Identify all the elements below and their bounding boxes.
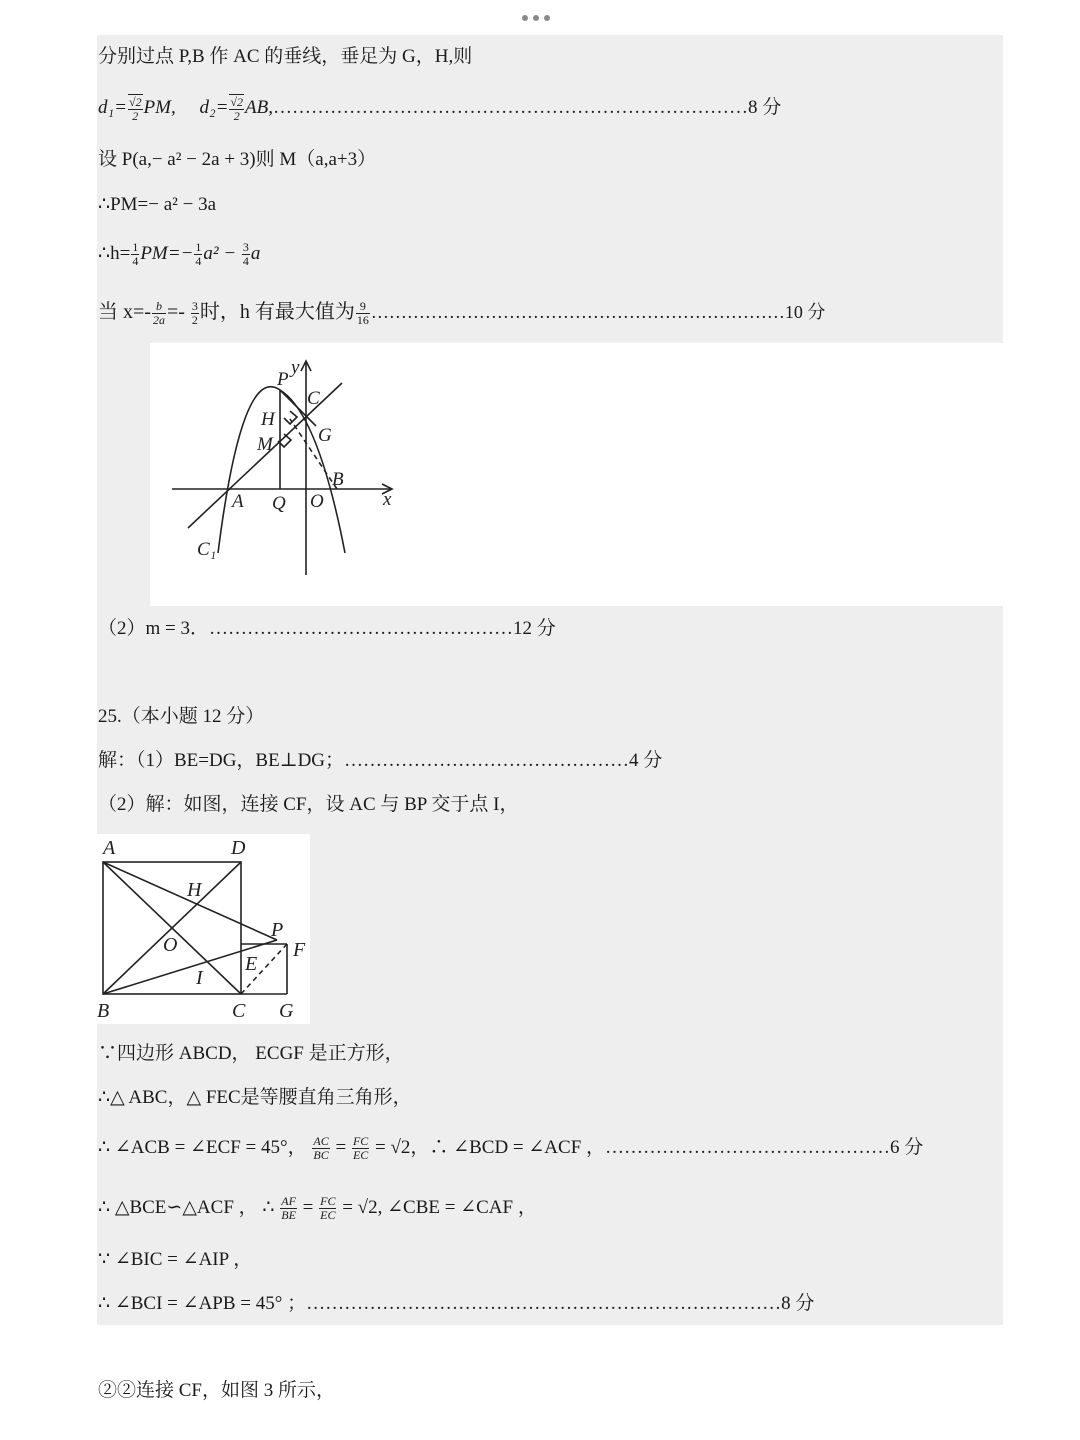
label-a: A <box>103 837 116 859</box>
footer-line: ②②连接 CF，如图 3 所示， <box>98 1380 335 1401</box>
square-figure <box>97 834 310 1024</box>
label-c1: C₁ <box>197 539 217 560</box>
q25-answer1: 解：（1）BE=DG，BE⊥DG；………………………………………4 分 <box>98 750 663 771</box>
proof-line-2: ∴△ ABC，△ FEC是等腰直角三角形， <box>98 1087 412 1108</box>
label-o: O <box>310 491 324 512</box>
line-part2: （2）m = 3．…………………………………………12 分 <box>98 618 556 639</box>
pm-label: PM, <box>143 97 176 118</box>
label-p: P <box>277 369 289 390</box>
label-h: H <box>261 409 275 430</box>
fraction: $\frac{√2}{2}$ <box>230 95 243 124</box>
line-ap <box>103 862 277 940</box>
label-d: D <box>231 837 246 859</box>
more-options-icon[interactable] <box>522 8 558 18</box>
label-o: O <box>163 934 178 956</box>
label-c: C <box>307 388 320 409</box>
label-g: G <box>318 425 332 446</box>
proof-line-4: ∴ △BCE∽△ACF ， ∴ $\frac{AF}{BE}$ = $\frac{FC}{EC}$ = √2, ∠CBE = ∠CAF ， <box>98 1194 537 1223</box>
fraction: $\frac{√2}{2}$ <box>128 95 142 124</box>
q25-answer2: （2）解：如图，连接 CF，设 AC 与 BP 交于点 I， <box>98 794 519 815</box>
label-q: Q <box>272 493 286 514</box>
right-angle-h <box>284 411 297 424</box>
score-dots: …………………………………………………………………8 分 <box>272 97 782 118</box>
label-b: B <box>97 1000 110 1022</box>
label-f: F <box>293 939 306 961</box>
label-m: M <box>257 434 273 455</box>
label-b: B <box>332 469 344 490</box>
proof-line-5: ∵ ∠BIC = ∠AIP ， <box>98 1249 253 1270</box>
parabola-figure <box>150 343 450 606</box>
label-h: H <box>187 879 202 901</box>
line-max: 当 x=- $\frac{b}{2a}$ =- $\frac{3}{2}$ 时，h 有最大值为 $\frac{9}{16}$ ……………………………………………………………10 分 <box>98 298 826 327</box>
q25-title: 25.（本小题 12 分） <box>98 706 265 727</box>
d1-label: d₁= <box>98 97 127 118</box>
label-c: C <box>232 1000 246 1022</box>
proof-line-1: ∵四边形 ABCD， ECGF 是正方形， <box>98 1043 404 1064</box>
ab-label: AB, <box>245 97 273 118</box>
label-y: y <box>291 357 300 378</box>
label-a: A <box>232 491 244 512</box>
line-perpendicular: 分别过点 P,B 作 AC 的垂线，垂足为 G，H,则 <box>98 46 473 67</box>
proof-line-6: ∴ ∠BCI = ∠APB = 45° ；…………………………………………………………………8 分 <box>98 1293 815 1314</box>
label-e: E <box>245 953 258 975</box>
proof-line-3: ∴ ∠ACB = ∠ECF = 45°， $\frac{AC}{BC}$ = $\frac{FC}{EC}$ = √2，∴ ∠BCD = ∠ACF ，………………………………………6 分 <box>98 1134 924 1163</box>
parabola-curve <box>218 387 345 553</box>
line-set-p: 设 P(a,− a² − 2a + 3)则 M（a,a+3） <box>98 149 377 170</box>
line-pm: ∴PM=− a² − 3a <box>98 194 217 215</box>
label-x: x <box>383 489 392 510</box>
answer-panel <box>97 35 1003 1325</box>
label-g: G <box>279 1000 294 1022</box>
line-d1-d2 <box>98 94 781 123</box>
label-i: I <box>196 967 203 989</box>
line-h: ∴h= $\frac{1}{4}$ PM=− $\frac{1}{4}$ a² − $\frac{3}{4}$ a <box>98 240 261 269</box>
d2-label: d₂= <box>199 97 229 118</box>
label-p: P <box>271 919 284 941</box>
